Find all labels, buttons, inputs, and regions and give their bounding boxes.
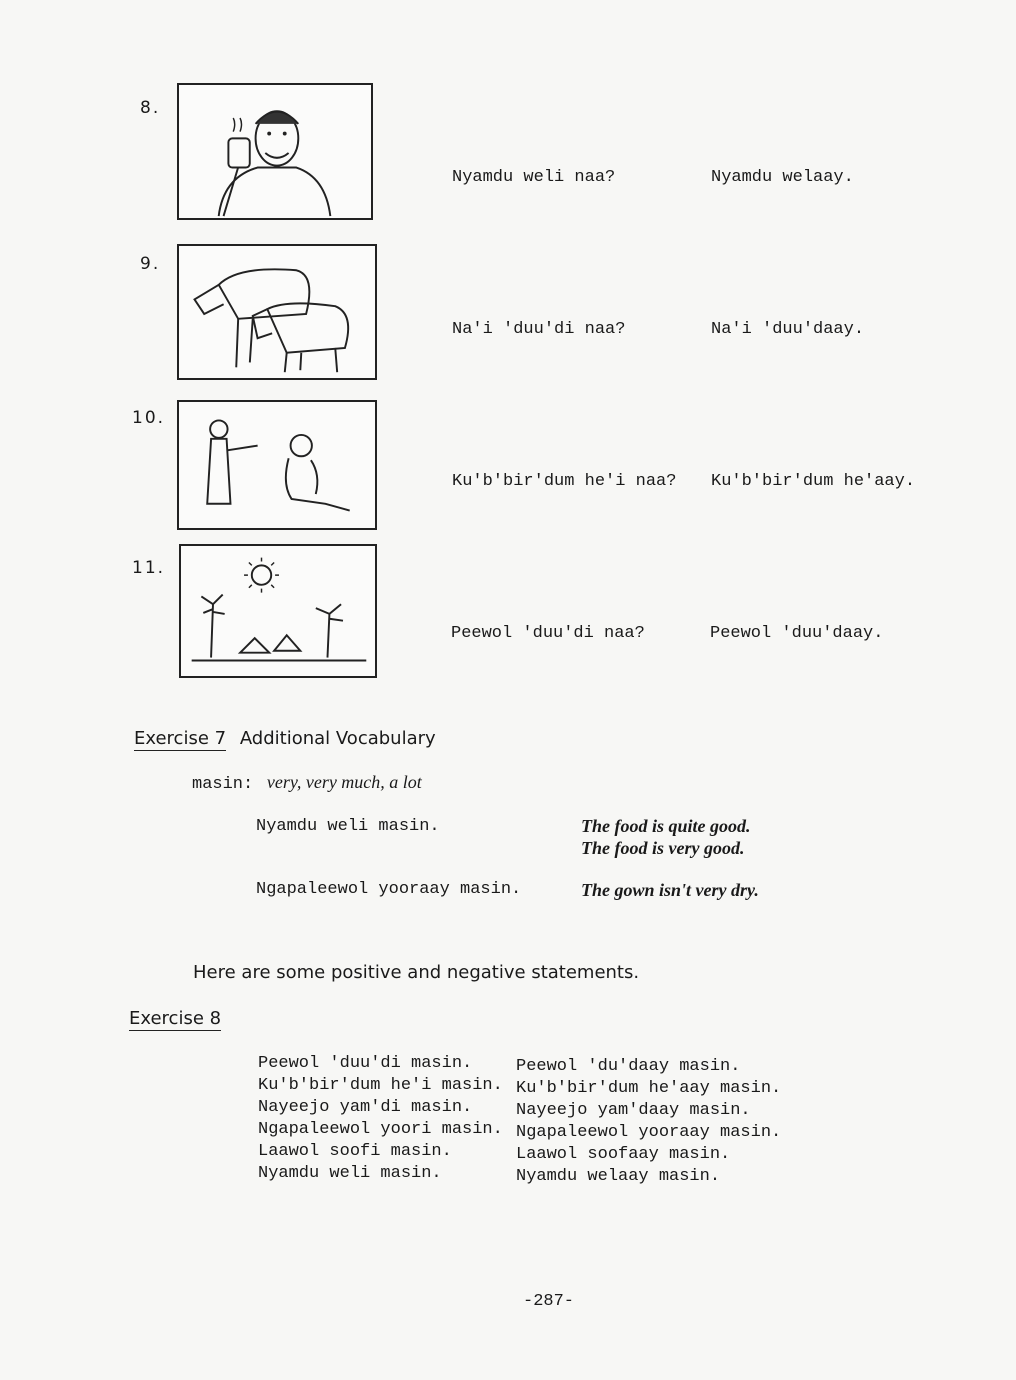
vocab-entry — [192, 772, 422, 794]
vocab-word: masin: — [192, 775, 254, 794]
question-10: Ku'b'bir'dum he'i naa? — [452, 472, 677, 491]
question-9: Na'i 'duu'di naa? — [452, 320, 626, 339]
example-1-text: Nyamdu weli masin. — [256, 817, 440, 836]
answer-9: Na'i 'duu'daay. — [711, 320, 865, 339]
positive-statement: Peewol 'duu'di masin. — [258, 1054, 473, 1073]
question-8: Nyamdu weli naa? — [452, 168, 616, 187]
positive-statement: Ku'b'bir'dum he'i masin. — [258, 1076, 503, 1095]
example-1-translation-1: The food is quite good. — [581, 816, 751, 836]
example-2-translation: The gown isn't very dry. — [581, 880, 759, 900]
exercise-8-label: Exercise 8 — [129, 1008, 222, 1029]
answer-10: Ku'b'bir'dum he'aay. — [711, 472, 916, 491]
negative-statement: Nayeejo yam'daay masin. — [516, 1101, 751, 1120]
illustration-cattle — [177, 244, 377, 380]
negative-statement: Peewol 'du'daay masin. — [516, 1057, 741, 1076]
item-number-10: 10. — [132, 408, 166, 428]
negative-statement: Laawol soofaay masin. — [516, 1145, 731, 1164]
answer-11: Peewol 'duu'daay. — [710, 624, 884, 643]
negative-statement: Nyamdu welaay masin. — [516, 1167, 721, 1186]
positive-statement: Nayeejo yam'di masin. — [258, 1098, 473, 1117]
negative-statement: Ku'b'bir'dum he'aay masin. — [516, 1079, 782, 1098]
illustration-man-eating — [177, 83, 373, 220]
answer-8: Nyamdu welaay. — [711, 168, 854, 187]
positive-statement: Ngapaleewol yoori masin. — [258, 1120, 503, 1139]
illustration-landscape — [179, 544, 377, 678]
exercise-8-heading — [129, 1008, 221, 1029]
intro-text: Here are some positive and negative statements. — [193, 962, 640, 983]
example-1-translation-2: The food is very good. — [581, 838, 745, 858]
positive-statements — [258, 1053, 503, 1185]
negative-statement: Ngapaleewol yooraay masin. — [516, 1123, 782, 1142]
exercise-7-title: Additional Vocabulary — [239, 728, 436, 749]
positive-statement: Nyamdu weli masin. — [258, 1164, 442, 1183]
exercise-7-heading — [134, 728, 436, 749]
question-11: Peewol 'duu'di naa? — [451, 624, 645, 643]
vocab-gloss: very, very much, a lot — [266, 772, 422, 792]
exercise-7-label: Exercise 7 — [134, 728, 227, 749]
item-number-9: 9. — [140, 254, 161, 274]
positive-statement: Laawol soofi masin. — [258, 1142, 452, 1161]
illustration-children — [177, 400, 377, 530]
item-number-11: 11. — [132, 558, 166, 578]
item-number-8: 8. — [140, 98, 161, 118]
page-number: -287- — [523, 1292, 575, 1311]
negative-statements — [516, 1056, 781, 1188]
example-2-text: Ngapaleewol yooraay masin. — [256, 880, 522, 899]
